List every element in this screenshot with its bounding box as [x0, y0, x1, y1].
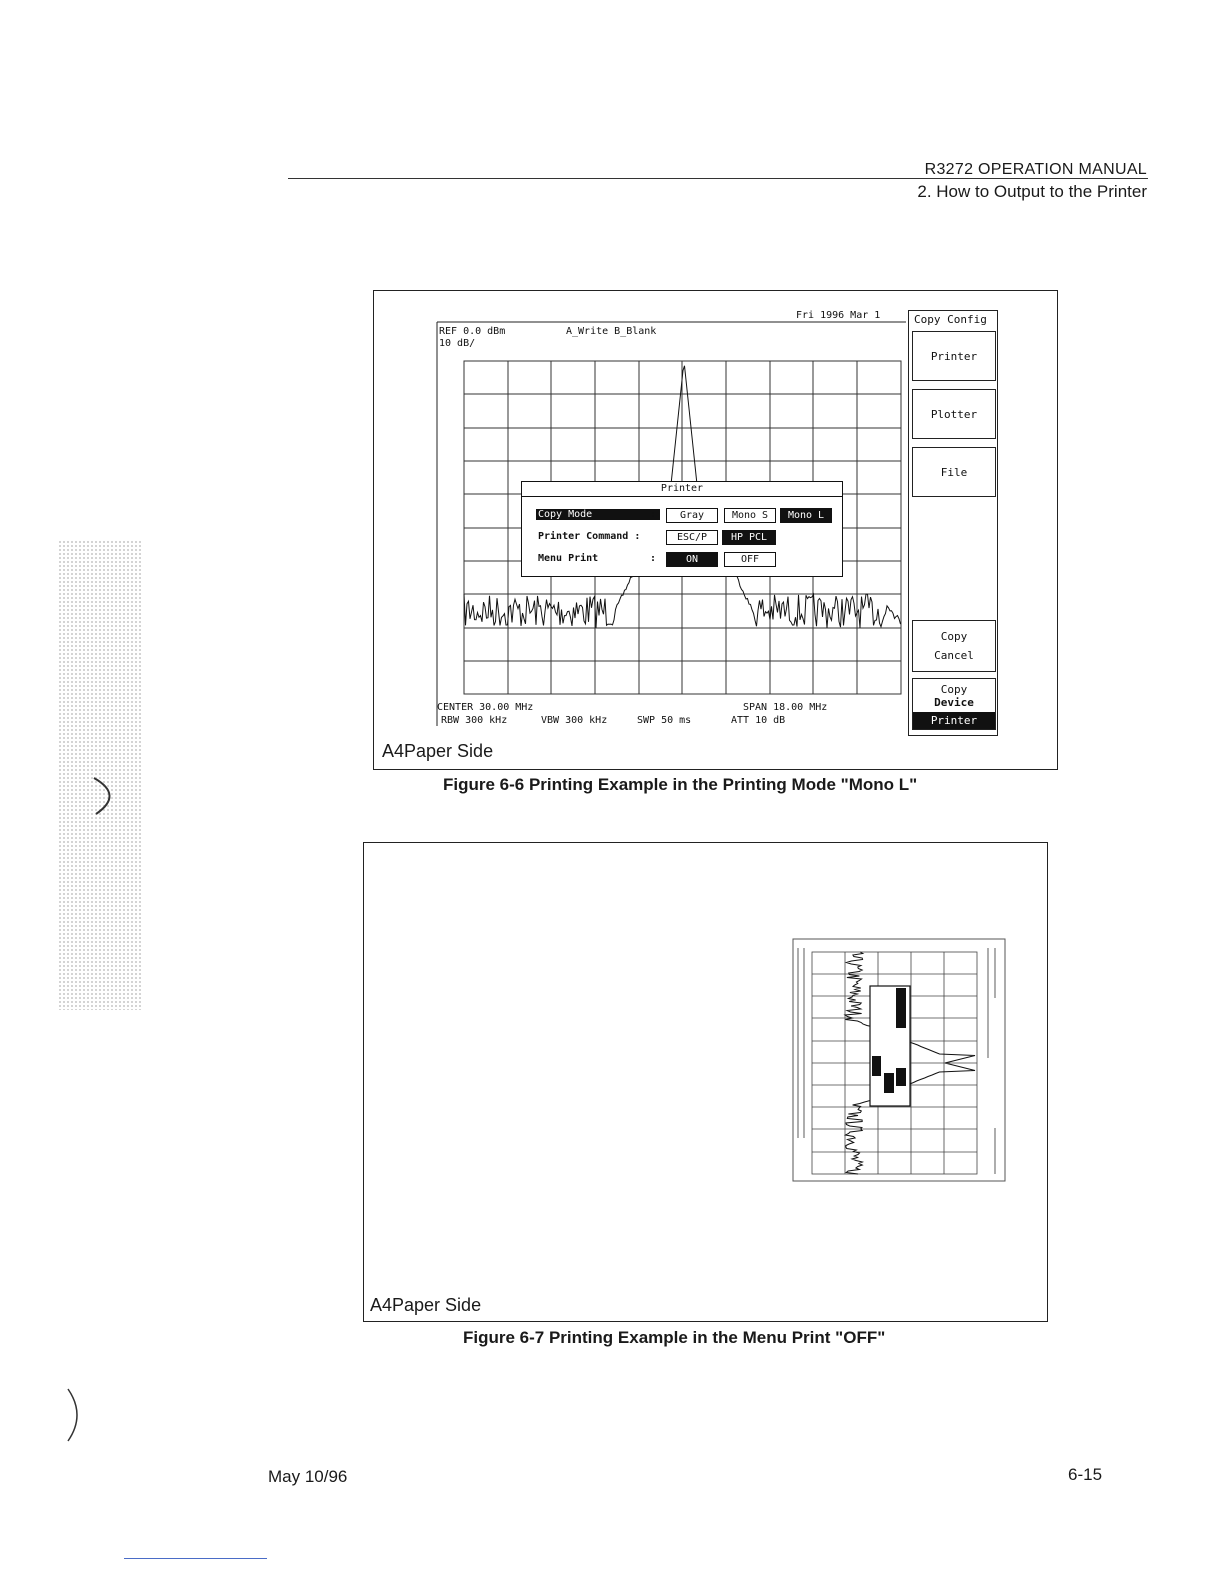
menu-print-label: Menu Print — [538, 553, 599, 564]
screen-span: SPAN 18.00 MHz — [743, 702, 828, 713]
softkey-copy-cancel-line2: Cancel — [934, 649, 974, 662]
section-title: 2. How to Output to the Printer — [917, 182, 1147, 201]
copy-mode-option-gray[interactable]: Gray — [666, 508, 718, 523]
figure-6-7-caption: Figure 6-7 Printing Example in the Menu Print "OFF" — [463, 1328, 886, 1347]
softkey-file[interactable] — [912, 447, 996, 497]
screen-center: CENTER 30.00 MHz — [437, 702, 534, 713]
screen-vbw: VBW 300 kHz — [541, 715, 608, 726]
printer-dialog-title: Printer — [522, 481, 842, 497]
figure-6-6-paper-label: A4Paper Side — [382, 741, 494, 761]
scan-hole-mark-lower — [60, 1385, 90, 1445]
scan-hole-mark — [84, 770, 144, 820]
screen-datetime: Fri 1996 Mar 1 — [796, 310, 881, 321]
figure-6-7-paper-label: A4Paper Side — [370, 1295, 482, 1315]
printer-dialog — [521, 481, 843, 577]
menu-print-option-off[interactable]: OFF — [724, 552, 776, 567]
softkey-copy-device[interactable] — [912, 678, 996, 730]
manual-title: R3272 OPERATION MANUAL — [924, 161, 1147, 178]
bottom-rule — [124, 1558, 267, 1559]
softkey-copy-cancel-line1: Copy — [940, 630, 968, 643]
figure-6-6-caption: Figure 6-6 Printing Example in the Printing Mode "Mono L" — [443, 775, 918, 794]
printer-command-option-hppcl[interactable]: HP PCL — [722, 530, 776, 545]
menu-print-option-on[interactable]: ON — [666, 552, 718, 567]
header-rule — [288, 178, 1148, 179]
softkey-printer[interactable] — [912, 331, 996, 381]
rotated-printout-thumbnail — [792, 938, 1006, 1182]
copy-mode-option-mono-l[interactable]: Mono L — [780, 508, 832, 523]
softkey-plotter-label: Plotter — [930, 407, 978, 421]
copy-mode-label[interactable]: Copy Mode — [536, 509, 660, 520]
screen-scale: 10 dB/ — [439, 338, 476, 349]
softkey-copy-device-value: Printer — [913, 712, 995, 729]
menu-print-colon: : — [650, 553, 657, 564]
footer-date: May 10/96 — [268, 1467, 348, 1486]
printer-command-label: Printer Command : — [538, 531, 641, 542]
screen-trace-mode: A_Write B_Blank — [566, 326, 657, 337]
screen-att: ATT 10 dB — [731, 715, 786, 726]
screen-ref-level: REF 0.0 dBm — [439, 326, 506, 337]
copy-mode-option-mono-s[interactable]: Mono S — [724, 508, 776, 523]
screen-rbw: RBW 300 kHz — [441, 715, 508, 726]
screen-sweep: SWP 50 ms — [637, 715, 692, 726]
softkey-printer-label: Printer — [930, 349, 978, 363]
softkey-plotter[interactable] — [912, 389, 996, 439]
softkey-copy-device-line1: Copy — [940, 683, 968, 696]
softkey-menu-title: Copy Config — [914, 313, 987, 326]
copy-mode-colon: : — [650, 509, 657, 520]
footer-page-number: 6-15 — [1068, 1465, 1103, 1484]
softkey-file-label: File — [940, 465, 968, 479]
softkey-copy-cancel[interactable] — [912, 620, 996, 672]
softkey-copy-device-line2: Device — [934, 696, 974, 709]
printer-command-option-escp[interactable]: ESC/P — [666, 530, 718, 545]
